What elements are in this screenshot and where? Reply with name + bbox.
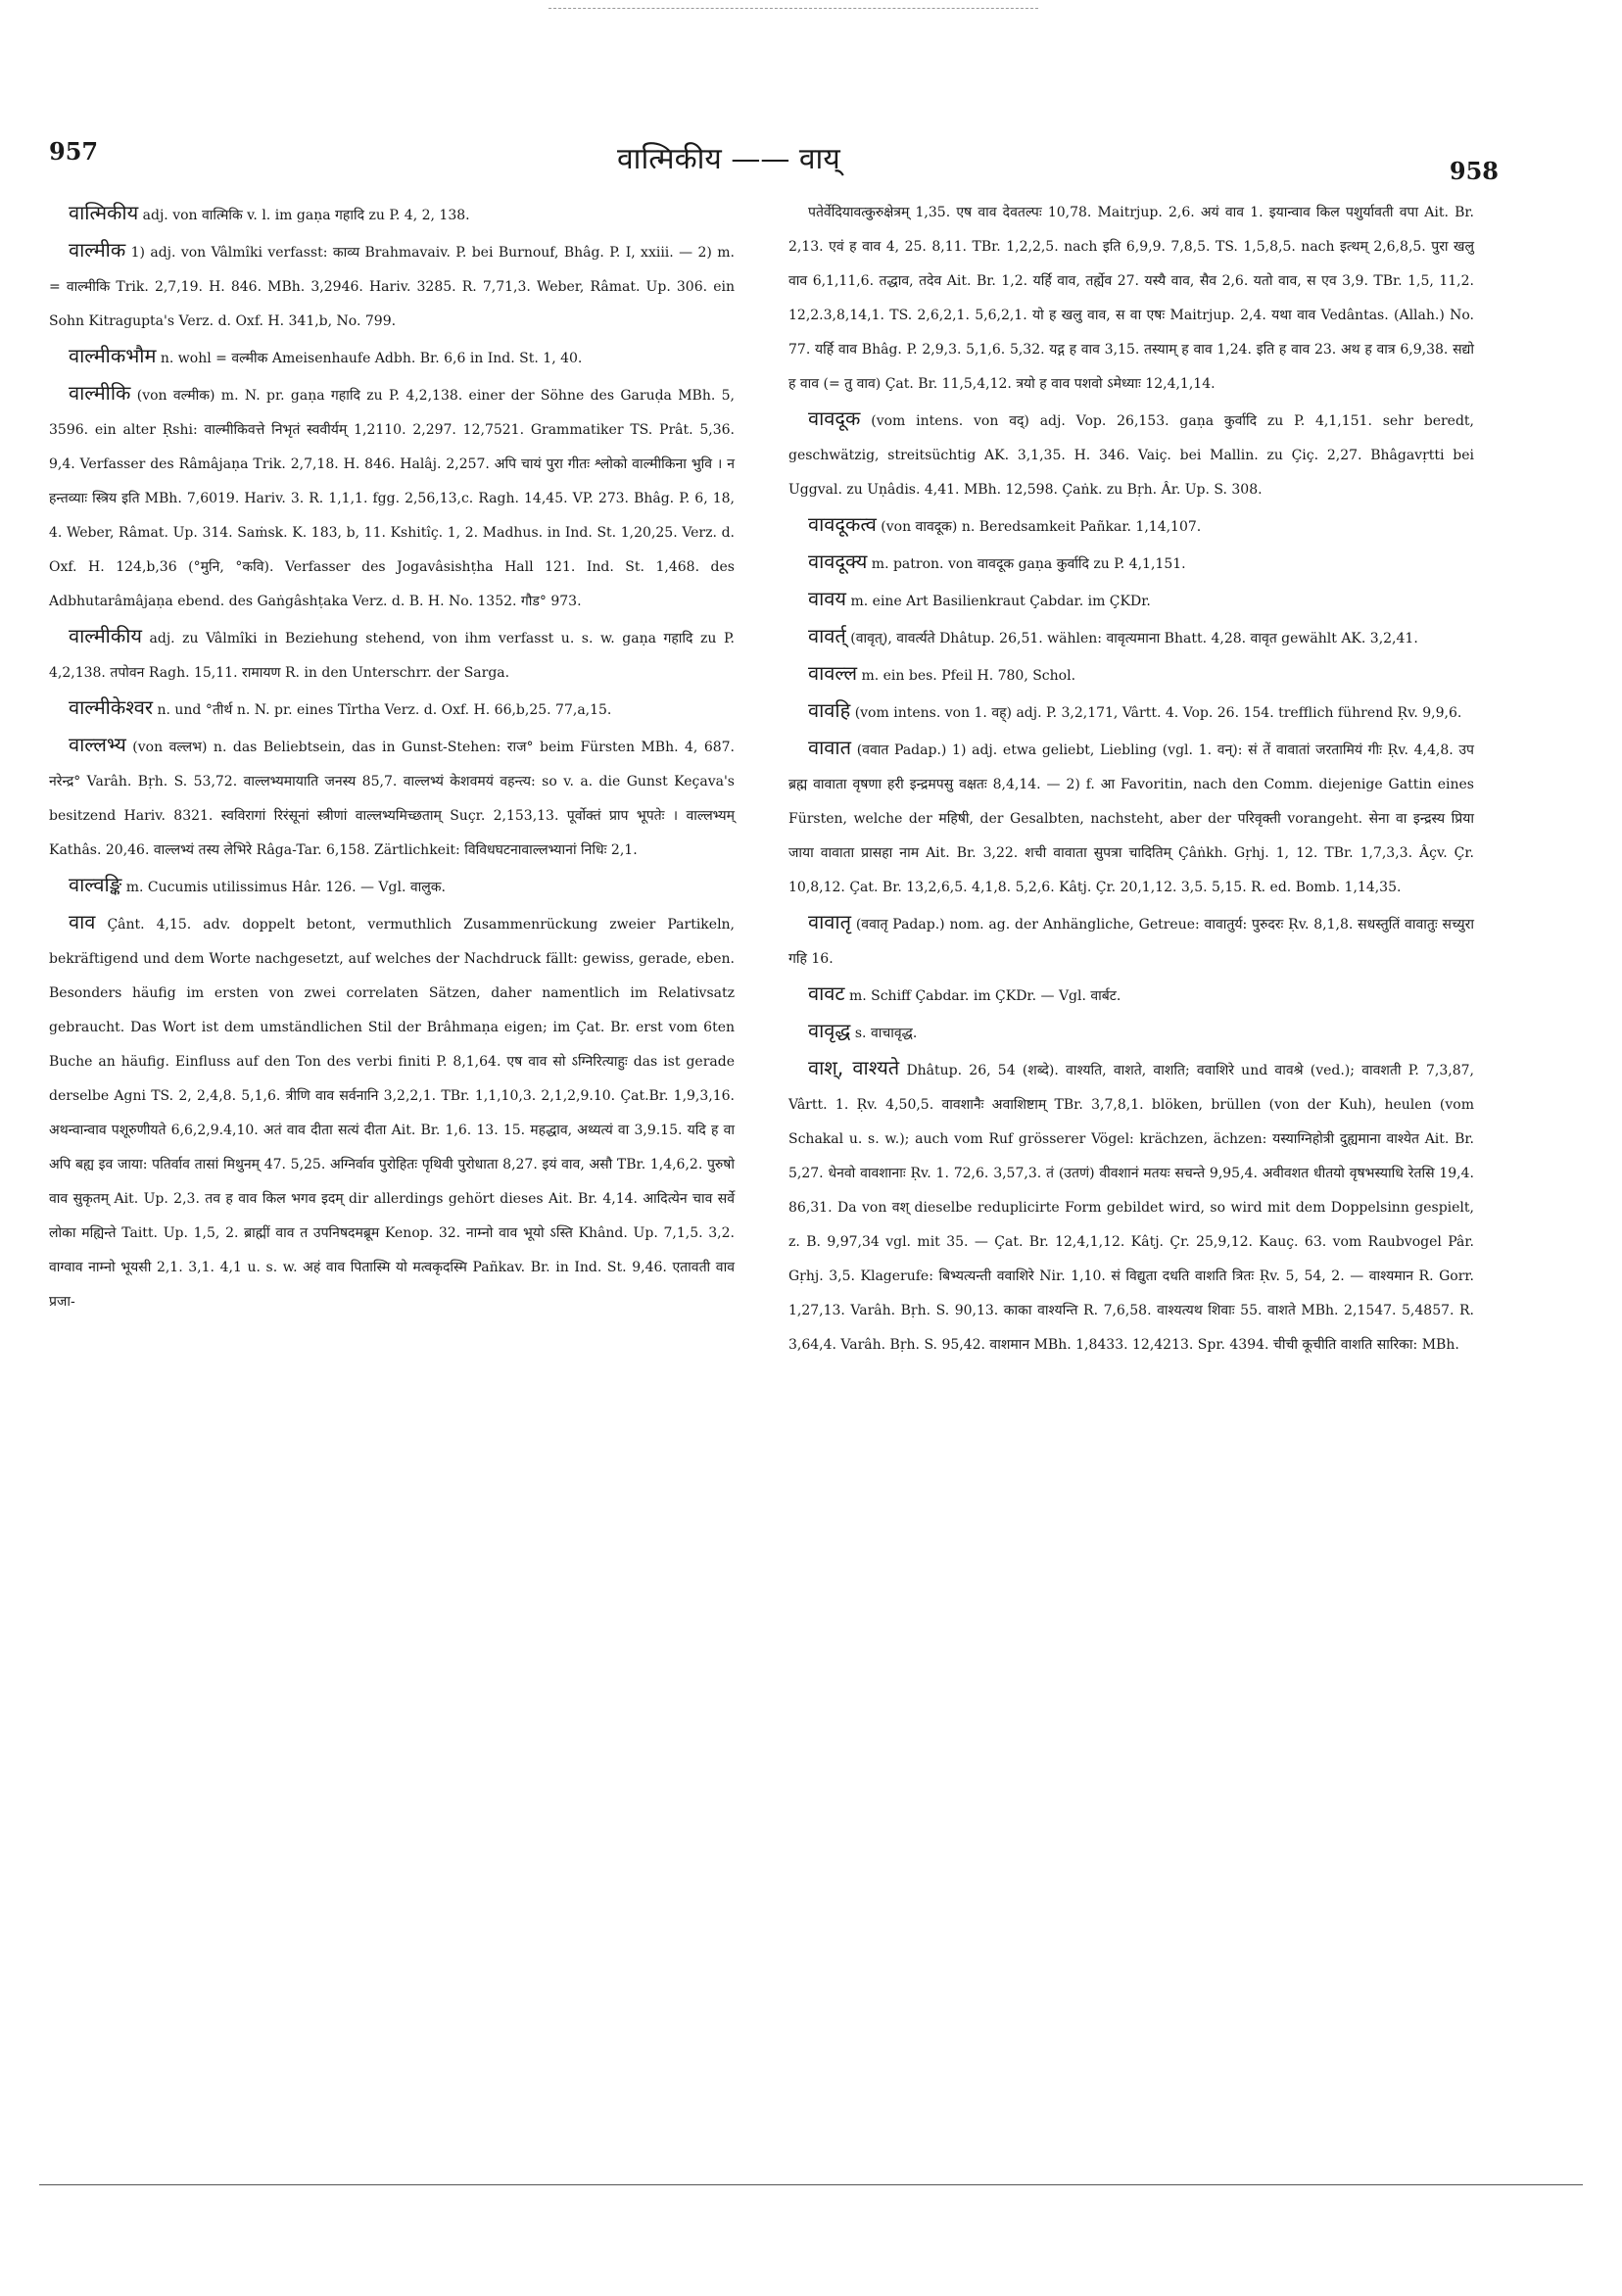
entry-headword: वाल्वङ्कि bbox=[69, 873, 122, 896]
entry-text: (ववातृ Padap.) nom. ag. der Anhängliche, Getreue: वावातुर्य: पुरुदरः Ṛv. 8,1,8. सधस्तुतिं वावातुः सच्युरा गहि 16. bbox=[788, 917, 1474, 967]
dictionary-entry bbox=[49, 196, 735, 233]
dictionary-entry bbox=[49, 728, 735, 868]
dictionary-entry bbox=[788, 731, 1474, 905]
page-header bbox=[49, 137, 1499, 186]
dictionary-entry bbox=[788, 1014, 1474, 1051]
entry-text: adj. zu Vâlmîki in Beziehung stehend, von ihm verfasst u. s. w. gaṇa गहादि zu P. 4,2,138. तपोवन Ragh. 15,11. रामायण R. in den Unterschrr. der Sarga. bbox=[49, 631, 735, 681]
page-number-right: 958 bbox=[1449, 157, 1499, 185]
entry-headword: वावदूकत्व bbox=[808, 512, 877, 536]
dictionary-entry bbox=[788, 619, 1474, 656]
dictionary-entry bbox=[788, 582, 1474, 619]
entry-text: (वावृत्), वावर्त्यते Dhâtup. 26,51. wählen: वावृत्यमाना Bhatt. 4,28. वावृत gewählt AK. 3,2,41. bbox=[850, 631, 1418, 646]
entry-headword: वावर्त् bbox=[808, 624, 846, 647]
bottom-rule bbox=[39, 2184, 1583, 2185]
entry-headword: वावल्ल bbox=[808, 661, 857, 685]
dictionary-entry bbox=[788, 545, 1474, 582]
entry-text: (von वल्लभ) n. das Beliebtsein, das in Gunst-Stehen: राज° beim Fürsten MBh. 4, 687. नरेन्द्र° Varâh. Bṛh. S. 53,72. वाल्लभ्यमायाति जनस्य 85,7. वाल्लभ्यं केशवमयं वहन्त्य: so v. a. die Gunst Keçava's besitzend Hariv. 8321. स्वविरागां रिरंसूनां स्त्रीणां वाल्लभ्यमिच्छताम् Suçr. 2,153,13. पूर्वोक्तं प्राप भूपतेः । वाल्लभ्यम् Kathâs. 20,46. वाल्लभ्यं तस्य लेभिरे Râga-Tar. 6,158. Zärtlichkeit: विविधघटनावाल्लभ्यानां निधिः 2,1. bbox=[49, 740, 735, 858]
entry-headword: वावृद्ध bbox=[808, 1019, 851, 1042]
entry-text: m. patron. von वावदूक gaṇa कुर्वादि zu P. 4,1,151. bbox=[871, 556, 1186, 572]
entry-text: m. Cucumis utilissimus Hâr. 126. — Vgl. वालुक. bbox=[125, 880, 446, 895]
entry-text: (ववात Padap.) 1) adj. etwa geliebt, Liebling (vgl. 1. वन्): सं तें वावातां जरतामियं गीः Ṛv. 4,4,8. उप ब्रह्म वावाता वृषणा हरी इन्द्रमपसु वक्षतः 8,4,14. — 2) f. आ Favoritin, nach den Comm. diejenige Gattin eines Fürsten, welche der महिषी, der Gesalbten, nachsteht, aber der परिवृक्ती vorangeht. सेना वा इन्द्रस्य प्रिया जाया वावाता प्रासहा नाम Ait. Br. 3,22. शची वावाता सुपत्रा चादितिम् Çâṅkh. Gṛhj. 1, 12. TBr. 1,7,3,3. Âçv. Çr. 10,8,12. Çat. Br. 13,2,6,5. 4,1,8. 5,2,6. Kâtj. Çr. 20,1,12. 3,5. 5,15. R. ed. Bomb. 1,14,35. bbox=[788, 742, 1474, 895]
dictionary-entry bbox=[49, 376, 735, 619]
dictionary-entry bbox=[49, 868, 735, 905]
right-column bbox=[788, 196, 1474, 1363]
page-number-left: 957 bbox=[49, 137, 99, 166]
dictionary-entry bbox=[788, 507, 1474, 545]
entry-text: m. ein bes. Pfeil H. 780, Schol. bbox=[861, 668, 1076, 684]
entry-headword: वावय bbox=[808, 587, 847, 610]
entry-text: s. वाचावृद्ध. bbox=[854, 1026, 918, 1041]
entry-headword: वावात bbox=[808, 736, 851, 759]
entry-text: m. Schiff Çabdar. im ÇKDr. — Vgl. वार्बट. bbox=[848, 988, 1121, 1004]
entry-headword: वाल्मीकभौम bbox=[69, 344, 157, 367]
dictionary-entry bbox=[788, 694, 1474, 731]
entry-headword: वावहि bbox=[808, 698, 851, 722]
dictionary-entry bbox=[788, 656, 1474, 694]
entry-text: (vom intens. von वद्) adj. Vop. 26,153. gaṇa कुर्वादि zu P. 4,1,151. sehr beredt, geschwätzig, streitsüchtig AK. 3,1,35. H. 346. Vaiç. bei Mallin. zu Çiç. 2,27. Bhâgavṛtti bei Uggval. zu Uṇâdis. 4,41. MBh. 12,598. Çaṅk. zu Bṛh. Âr. Up. S. 308. bbox=[788, 413, 1474, 498]
entry-headword: वाल्मीकीय bbox=[69, 624, 142, 647]
entry-headword: वात्मिकीय bbox=[69, 201, 139, 224]
entry-text: n. und °तीर्थ n. N. pr. eines Tîrtha Verz. d. Oxf. H. 66,b,25. 77,a,15. bbox=[157, 702, 612, 718]
entry-text: (vom intens. von 1. वह्) adj. P. 3,2,171, Vârtt. 4. Vop. 26. 154. trefflich führend Ṛv. 9,9,6. bbox=[854, 705, 1462, 721]
dictionary-entry bbox=[788, 402, 1474, 507]
entry-headword: वाल्मीकेश्वर bbox=[69, 695, 153, 719]
dictionary-entry bbox=[788, 977, 1474, 1014]
entry-text: 1) adj. von Vâlmîki verfasst: काव्य Brahmavaiv. P. bei Burnouf, Bhâg. P. I, xxiii. — 2) m. = वाल्मीकि Trik. 2,7,19. H. 846. MBh. 3,2946. Hariv. 3285. R. 7,71,3. Weber, Râmat. Up. 306. ein Sohn Kitragupta's Verz. d. Oxf. H. 341,b, No. 799. bbox=[49, 245, 735, 329]
top-edge-marks bbox=[549, 8, 1038, 10]
dictionary-entry bbox=[49, 691, 735, 728]
dictionary-entry bbox=[788, 196, 1474, 402]
entry-text: m. eine Art Basilienkraut Çabdar. im ÇKDr. bbox=[850, 594, 1151, 609]
entry-headword: वावदूक्य bbox=[808, 550, 868, 573]
dictionary-entry bbox=[788, 905, 1474, 977]
entry-text: Dhâtup. 26, 54 (शब्दे). वाश्यति, वाशते, वाशति; ववाशिरे und वावश्रे (ved.); वावशती P. 7,3,87, Vârtt. 1. Ṛv. 4,50,5. वावशानैः अवाशिष्टाम् TBr. 3,7,8,1. blöken, brüllen (von der Kuh), heulen (vom Schakal u. s. w.); auch vom Ruf grösserer Vögel: krächzen, ächzen: यस्याग्निहोत्री दुह्यमाना वाश्येत Ait. Br. 5,27. धेनवो वावशानाः Ṛv. 1. 72,6. 3,57,3. तं (उतणं) वीवशानं मतयः सचन्ते 9,95,4. अवीवशत धीतयो वृषभस्याधि रेतसि 19,4. 86,31. Da von वश् dieselbe reduplicirte Form gebildet wird, so wird mit dem Doppelsinn gespielt, z. B. 9,97,34 vgl. mit 35. — Çat. Br. 12,4,1,12. Kâtj. Çr. 25,9,12. Kauç. 63. vom Raubvogel Pâr. Gṛhj. 3,5. Klagerufe: बिभ्यत्यन्ती ववाशिरे Nir. 1,10. सं विद्युता दधति वाशति त्रितः Ṛv. 5, 54, 2. — वाश्यमान R. Gorr. 1,27,13. Varâh. Bṛh. S. 90,13. काका वाश्यन्ति R. 7,6,58. वाश्यत्यथ शिवाः 55. वाशते MBh. 2,1547. 5,4857. R. 3,64,4. Varâh. Bṛh. S. 95,42. वाशमान MBh. 1,8433. 12,4213. Spr. 4394. चीची कूचीति वाशति सारिका: MBh. bbox=[788, 1063, 1474, 1353]
entry-headword: वावट bbox=[808, 981, 845, 1005]
left-column bbox=[49, 196, 735, 1319]
running-title: वात्मिकीय —— वाय् bbox=[617, 142, 840, 176]
entry-text: n. wohl = वल्मीक Ameisenhaufe Adbh. Br. 6,6 in Ind. St. 1, 40. bbox=[160, 351, 583, 366]
entry-text: पतेर्वेदियावत्कुरुक्षेत्रम् 1,35. एष वाव देवतल्पः 10,78. Maitrjup. 2,6. अयं वाव 1. इयान्वाव किल पशुर्यावती वपा Ait. Br. 2,13. एवं ह वाव 4, 25. 8,11. TBr. 1,2,2,5. nach इति 6,9,9. 7,8,5. TS. 1,5,8,5. nach इत्थम् 2,6,8,5. पुरा खलु वाव 6,1,11,6. तद्धाव, तदेव Ait. Br. 1,2. यर्हि वाव, तर्ह्येव 27. यस्यै वाव, सैव 2,6. यतो वाव, स एव 3,9. TBr. 1,5, 11,2. 12,2.3,8,14,1. TS. 2,6,2,1. 5,6,2,1. यो ह खलु वाव, स वा एषः Maitrjup. 2,4. यथा वाव Vedântas. (Allah.) No. 77. यर्हि वाव Bhâg. P. 2,9,3. 5,1,6. 5,32. यद्ग ह वाव 3,15. तस्याम् ह वाव 1,24. इति ह वाव 23. अथ ह वात्र 6,9,38. सद्यो ह वाव (= तु वाव) Çat. Br. 11,5,4,12. त्रयो ह वाव पशवो ऽमेध्याः 12,4,1,14. bbox=[788, 205, 1474, 392]
entry-headword: वाश्, वाश्यते bbox=[808, 1056, 900, 1079]
entry-headword: वाव bbox=[69, 910, 96, 933]
dictionary-entry bbox=[49, 233, 735, 339]
entry-headword: वाल्मीकि bbox=[69, 381, 131, 405]
entry-headword: वावातृ bbox=[808, 910, 851, 933]
entry-text: (von वल्मीक) m. N. pr. gaṇa गहादि zu P. 4,2,138. einer der Söhne des Garuḍa MBh. 5, 3596. ein alter Ṛshi: वाल्मीकिवत्ते निभृतं स्ववीर्यम् 1,2110. 2,297. 12,7521. Grammatiker TS. Prât. 5,36. 9,4. Verfasser des Râmâjaṇa Trik. 2,7,18. H. 846. Halâj. 2,257. अपि चायं पुरा गीतः श्लोको वाल्मीकिना भुवि । न हन्तव्याः स्त्रिय इति MBh. 7,6019. Hariv. 3. R. 1,1,1. fgg. 2,56,13,c. Ragh. 14,45. VP. 273. Bhâg. P. 6, 18, 4. Weber, Râmat. Up. 314. Saṁsk. K. 183, b, 11. Kshitîç. 1, 2. Madhus. in Ind. St. 1,20,25. Verz. d. Oxf. H. 124,b,36 (°मुनि, °कवि). Verfasser des Jogavâsishṭha Hall 121. Ind. St. 1,468. des Adbhutarâmâjaṇa ebend. des Gaṅgâshṭaka Verz. d. B. H. No. 1352. गौड° 973. bbox=[49, 388, 736, 609]
entry-headword: वावदूक bbox=[808, 407, 861, 430]
dictionary-entry bbox=[788, 1051, 1474, 1363]
entry-text: (von वावदूक) n. Beredsamkeit Pañkar. 1,14,107. bbox=[881, 519, 1202, 535]
entry-headword: वाल्मीक bbox=[69, 238, 126, 262]
entry-text: adj. von वात्मिकि v. l. im gaṇa गहादि zu P. 4, 2, 138. bbox=[142, 208, 470, 223]
entry-text: Çânt. 4,15. adv. doppelt betont, vermuthlich Zusammenrückung zweier Partikeln, bekräftigend und dem Worte nachgesetzt, auf welches der Nachdruck fällt: gewiss, gerade, eben. Besonders häufig im ersten von zwei correlaten Sätzen, daher namentlich im Relativsatz gebraucht. Das Wort ist dem umständlichen Stil der Brâhmaṇa eigen; im Çat. Br. erst vom 6ten Buche an häufig. Einfluss auf den Ton des verbi finiti P. 8,1,64. एष वाव सो ऽग्निरित्याहुः das ist gerade derselbe Agni TS. 2, 2,4,8. 5,1,6. त्रीणि वाव सर्वनानि 3,2,2,1. TBr. 1,1,10,3. 2,1,2,9.10. Çat.Br. 1,9,3,16. अथन्वान्वाव पशूरुणीयते 6,6,2,9.4,10. अतं वाव दीता सत्यं दीता Ait. Br. 1,6. 13. 15. महद्धाव, अथ्यत्यं वा 3,9.15. यदि ह वा अपि बह्य इव जाया: पतिर्वाव तासां मिथुनम् 47. 5,25. अग्निर्वाव पुरोहितः पृथिवी पुरोधाता 8,27. इयं वाव, असौ TBr. 1,4,6,2. पुरुषो वाव सुकृतम् Ait. Up. 2,3. तव ह वाव किल भगव इदम् dir allerdings gehört dieses Ait. Br. 4,14. आदित्येन चाव सर्वे लोका मह्यिन्ते Taitt. Up. 1,5, 2. ब्राह्मीं वाव त उपनिषदमब्रूम Kenop. 32. नाम्नो वाव भूयो ऽस्ति Khând. Up. 7,1,5. 3,2. वाग्वाव नाम्नो भूयसी 2,1. 3,1. 4,1 u. s. w. अहं वाव पितास्मि यो मत्वकृदस्मि Pañkav. Br. in Ind. St. 9,46. एतावती वाव प्रजा- bbox=[49, 917, 736, 1310]
dictionary-entry bbox=[49, 905, 735, 1319]
dictionary-entry bbox=[49, 619, 735, 691]
entry-headword: वाल्लभ्य bbox=[69, 733, 126, 756]
dictionary-entry bbox=[49, 339, 735, 376]
